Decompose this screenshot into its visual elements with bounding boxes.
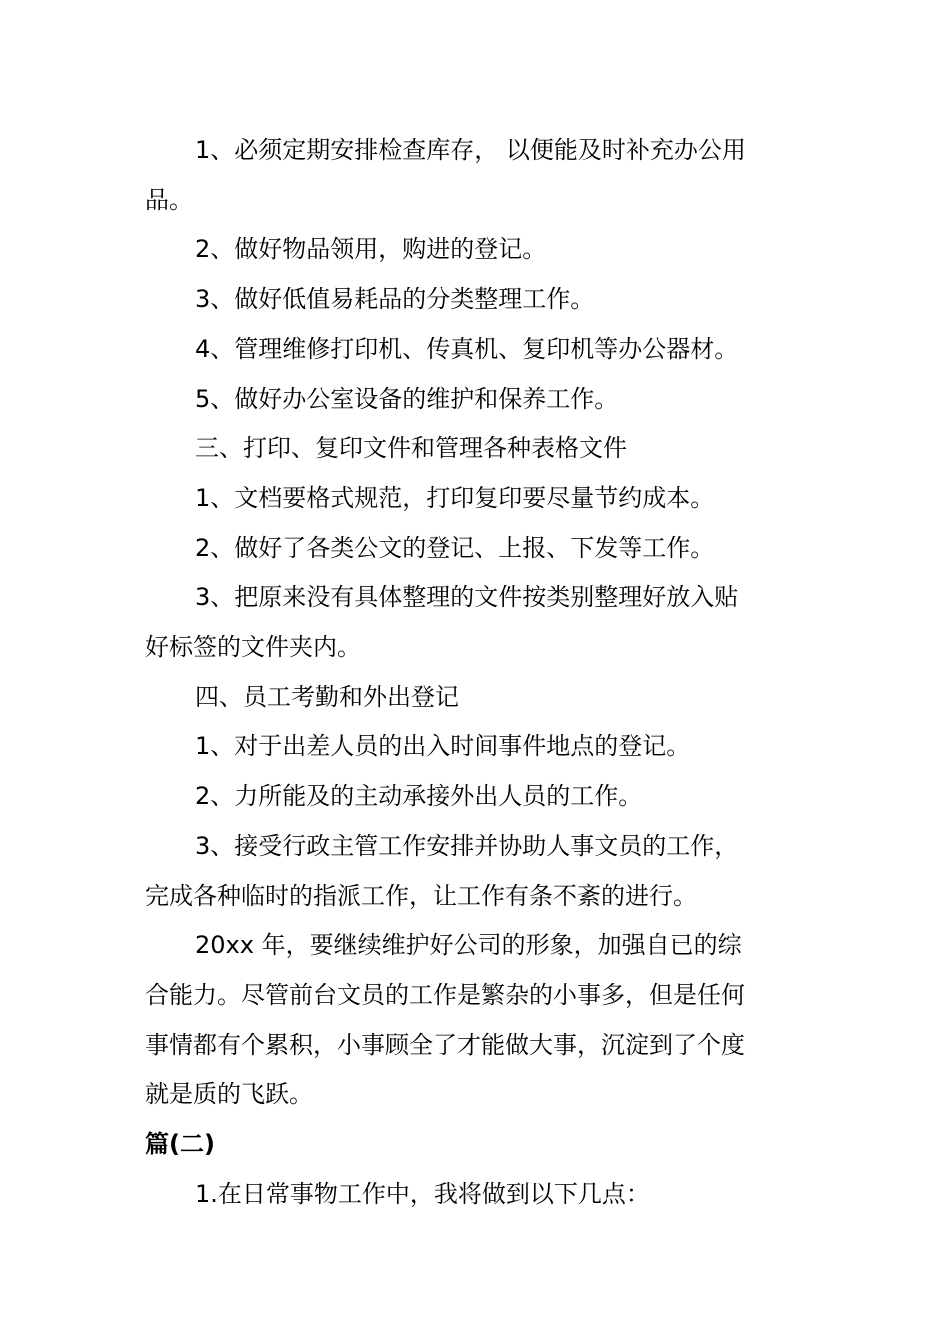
paragraph-line: 合能力。尽管前台文员的工作是繁杂的小事多，但是任何: [145, 980, 745, 1009]
document-body: [145, 126, 785, 1219]
paragraph-line: 4、管理维修打印机、传真机、复印机等办公器材。: [195, 334, 739, 363]
paragraph-line: 事情都有个累积，小事顾全了才能做大事，沉淀到了个度: [145, 1030, 745, 1059]
paragraph-line: 1.在日常事物工作中，我将做到以下几点：: [195, 1179, 650, 1208]
part-heading: 篇(二): [145, 1130, 215, 1159]
paragraph-line: 3、接受行政主管工作安排并协助人事文员的工作，: [195, 831, 739, 860]
paragraph-line: 就是质的飞跃。: [145, 1080, 313, 1109]
paragraph-line: 好标签的文件夹内。: [145, 633, 361, 662]
paragraph-line: 3、把原来没有具体整理的文件按类别整理好放入贴: [195, 583, 739, 612]
paragraph-line: 20xx 年，要继续维护好公司的形象，加强自已的综: [195, 931, 742, 960]
paragraph-line: 1、对于出差人员的出入时间事件地点的登记。: [195, 732, 691, 761]
paragraph-line: 2、力所能及的主动承接外出人员的工作。: [195, 782, 643, 811]
paragraph-line: 1、文档要格式规范，打印复印要尽量节约成本。: [195, 483, 715, 512]
section-heading-line: 四、员工考勤和外出登记: [195, 682, 459, 711]
paragraph-line: 5、做好办公室设备的维护和保养工作。: [195, 384, 619, 413]
paragraph-line: 完成各种临时的指派工作，让工作有条不紊的进行。: [145, 881, 697, 910]
section-heading-line: 三、打印、复印文件和管理各种表格文件: [195, 434, 627, 463]
paragraph-line: 品。: [145, 185, 193, 214]
paragraph-line: 3、做好低值易耗品的分类整理工作。: [195, 285, 595, 314]
paragraph-line: 2、做好物品领用，购进的登记。: [195, 235, 547, 264]
paragraph-line: 2、做好了各类公文的登记、上报、下发等工作。: [195, 533, 715, 562]
paragraph-line: 1、必须定期安排检查库存， 以便能及时补充办公用: [195, 136, 746, 164]
